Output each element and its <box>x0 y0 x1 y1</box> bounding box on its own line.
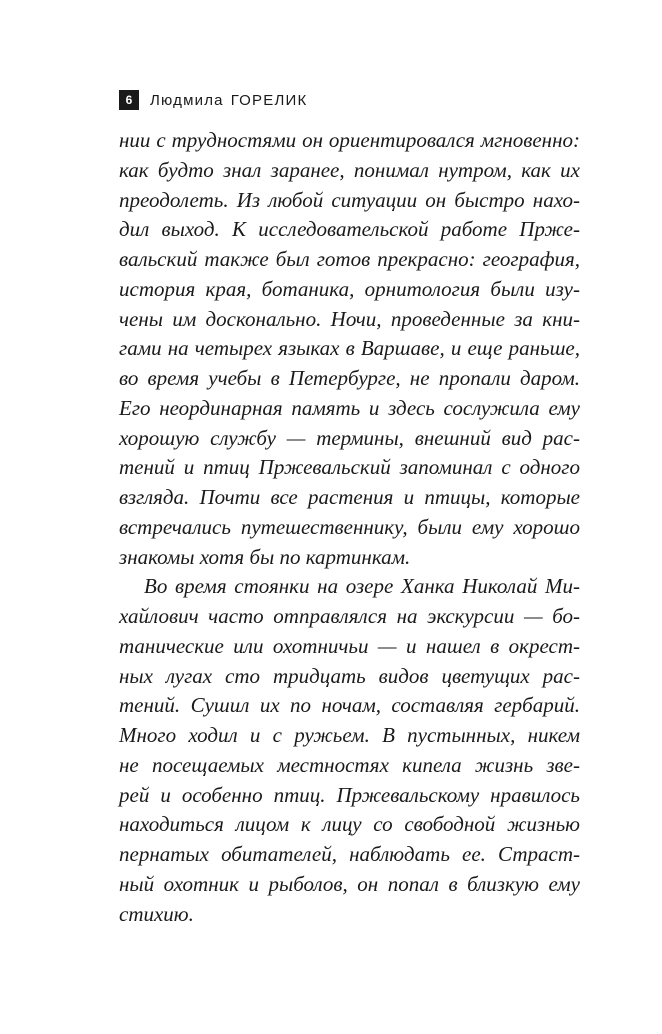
text-line: стихию. <box>119 901 194 926</box>
text-line: ных лугах сто тридцать видов цветущих рас- <box>119 663 580 688</box>
text-line: Много ходил и с ружьем. В пустынных, никем <box>119 723 580 747</box>
text-line: нии с трудностями он ориентировался мгновенно: <box>119 128 580 152</box>
paragraph <box>119 572 580 929</box>
text-line: взгляда. Почти все растения и птицы, которые <box>119 485 580 509</box>
text-line: находиться лицом к лицу со свободной жизнью <box>119 812 580 837</box>
text-line: хорошую службу — термины, внешний вид рас- <box>119 425 580 450</box>
text-line: чены им досконально. Ночи, проведенные за кни- <box>119 306 580 331</box>
text-line: как будто знал заранее, понимал нутром, как их <box>119 157 580 182</box>
page-number: 6 <box>119 90 139 110</box>
author-surname: ГОРЕЛИК <box>230 91 308 109</box>
author-first-name: Людмила <box>150 91 224 109</box>
text-line: не посещаемых местностях кипела жизнь зве- <box>119 752 580 777</box>
text-line: ный охотник и рыболов, он попал в близкую ему <box>119 871 580 896</box>
author-name <box>150 92 307 109</box>
text-line: хайлович часто отправлялся на экскурсии — бо- <box>119 604 580 628</box>
text-line: гами на четырех языках в Варшаве, и еще раньше, <box>119 336 580 361</box>
text-line: встречались путешественнику, были ему хорошо <box>119 514 580 539</box>
text-line: пернатых обитателей, наблюдать ее. Страст- <box>119 842 580 866</box>
text-line: тений и птиц Пржевальский запоминал с одного <box>119 455 580 480</box>
text-line: во время учебы в Петербурге, не пропали даром. <box>119 366 580 390</box>
text-line: преодолеть. Из любой ситуации он быстро нахо- <box>119 187 580 212</box>
body-text <box>119 126 580 929</box>
text-line: история края, ботаника, орнитология были изу- <box>119 276 580 301</box>
text-line: танические или охотничьи — и нашел в окрест- <box>119 633 580 658</box>
paragraph <box>119 126 580 572</box>
text-line: знакомы хотя бы по картинкам. <box>119 544 411 569</box>
running-head <box>119 90 307 110</box>
text-line: Его неординарная память и здесь сослужила ему <box>119 395 580 420</box>
text-line: Во время стоянки на озере Ханка Николай Ми- <box>144 574 580 599</box>
text-line: рей и особенно птиц. Пржевальскому нравилось <box>119 782 580 807</box>
text-line: вальский также был готов прекрасно: география, <box>119 247 580 271</box>
text-line: дил выход. К исследовательской работе Прже- <box>119 217 580 242</box>
text-line: тений. Сушил их по ночам, составляя гербарий. <box>119 693 580 718</box>
